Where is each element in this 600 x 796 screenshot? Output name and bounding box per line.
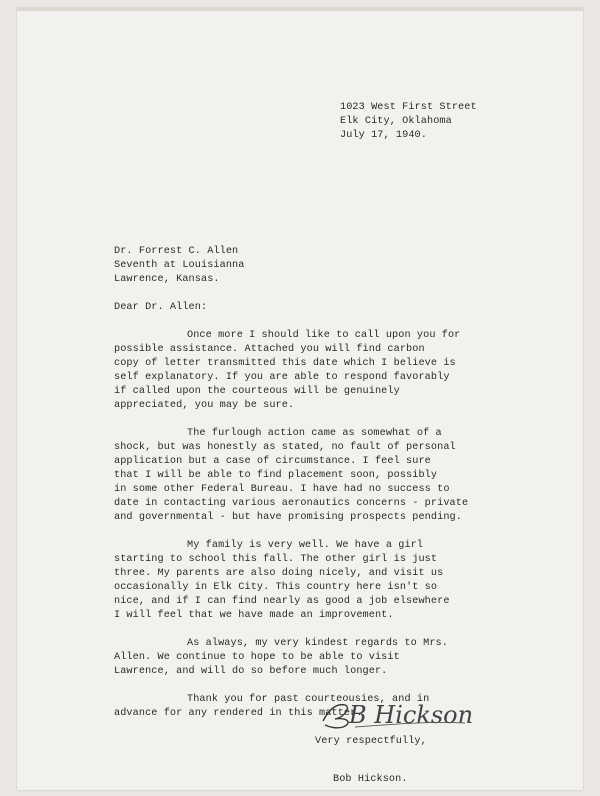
paragraph-line: that I will be able to find placement soon, possibly <box>114 470 438 481</box>
paragraph-line: nice, and if I can find nearly as good a job elsewhere <box>114 596 450 607</box>
paragraph-line: Once more I should like to call upon you for <box>187 330 461 341</box>
paragraph-line: three. My parents are also doing nicely, and visit us <box>114 568 444 579</box>
paragraph-line: My family is very well. We have a girl <box>187 540 424 551</box>
paragraph-line: self explanatory. If you are able to respond favorably <box>114 372 450 383</box>
paragraph-line: shock, but was honestly as stated, no fault of personal <box>114 442 456 453</box>
paragraph-line: appreciated, you may be sure. <box>114 400 295 411</box>
recipient-city: Lawrence, Kansas. <box>114 274 220 285</box>
signature <box>315 691 475 735</box>
typed-name: Bob Hickson. <box>333 774 408 785</box>
paragraph-line: Lawrence, and will do so before much longer. <box>114 666 388 677</box>
paragraph-line: in some other Federal Bureau. I have had no success to <box>114 484 450 495</box>
paragraph-line: Thank you for past courteousies, and in <box>187 694 430 705</box>
paragraph-line: possible assistance. Attached you will find carbon <box>114 344 425 355</box>
paragraph-line: and governmental - but have promising prospects pending. <box>114 512 462 523</box>
closing: Very respectfully, <box>315 736 427 747</box>
letter-page <box>17 8 583 790</box>
paragraph-line: if called upon the courteous will be genuinely <box>114 386 400 397</box>
recipient-street: Seventh at Louisianna <box>114 260 245 271</box>
recipient-name: Dr. Forrest C. Allen <box>114 246 239 257</box>
paragraph-line: As always, my very kindest regards to Mrs. <box>187 638 448 649</box>
paragraph-line: occasionally in Elk City. This country here isn't so <box>114 582 438 593</box>
signature-text: B Hickson <box>349 701 474 729</box>
salutation: Dear Dr. Allen: <box>114 302 208 313</box>
paragraph-line: advance for any rendered in this matter. <box>114 708 363 719</box>
sender-street: 1023 West First Street <box>340 102 477 113</box>
paragraph-line: copy of letter transmitted this date which I believe is <box>114 358 456 369</box>
paragraph-line: The furlough action came as somewhat of a <box>187 428 442 439</box>
paragraph-line: date in contacting various aeronautics concerns - private <box>114 498 469 509</box>
paragraph-line: application but a case of circumstance. I feel sure <box>114 456 431 467</box>
sender-city: Elk City, Oklahoma <box>340 116 452 127</box>
paragraph-line: starting to school this fall. The other girl is just <box>114 554 438 565</box>
paragraph-line: I will feel that we have made an improvement. <box>114 610 394 621</box>
paragraph-line: Allen. We continue to hope to be able to visit <box>114 652 400 663</box>
letter-date: July 17, 1940. <box>340 130 427 141</box>
